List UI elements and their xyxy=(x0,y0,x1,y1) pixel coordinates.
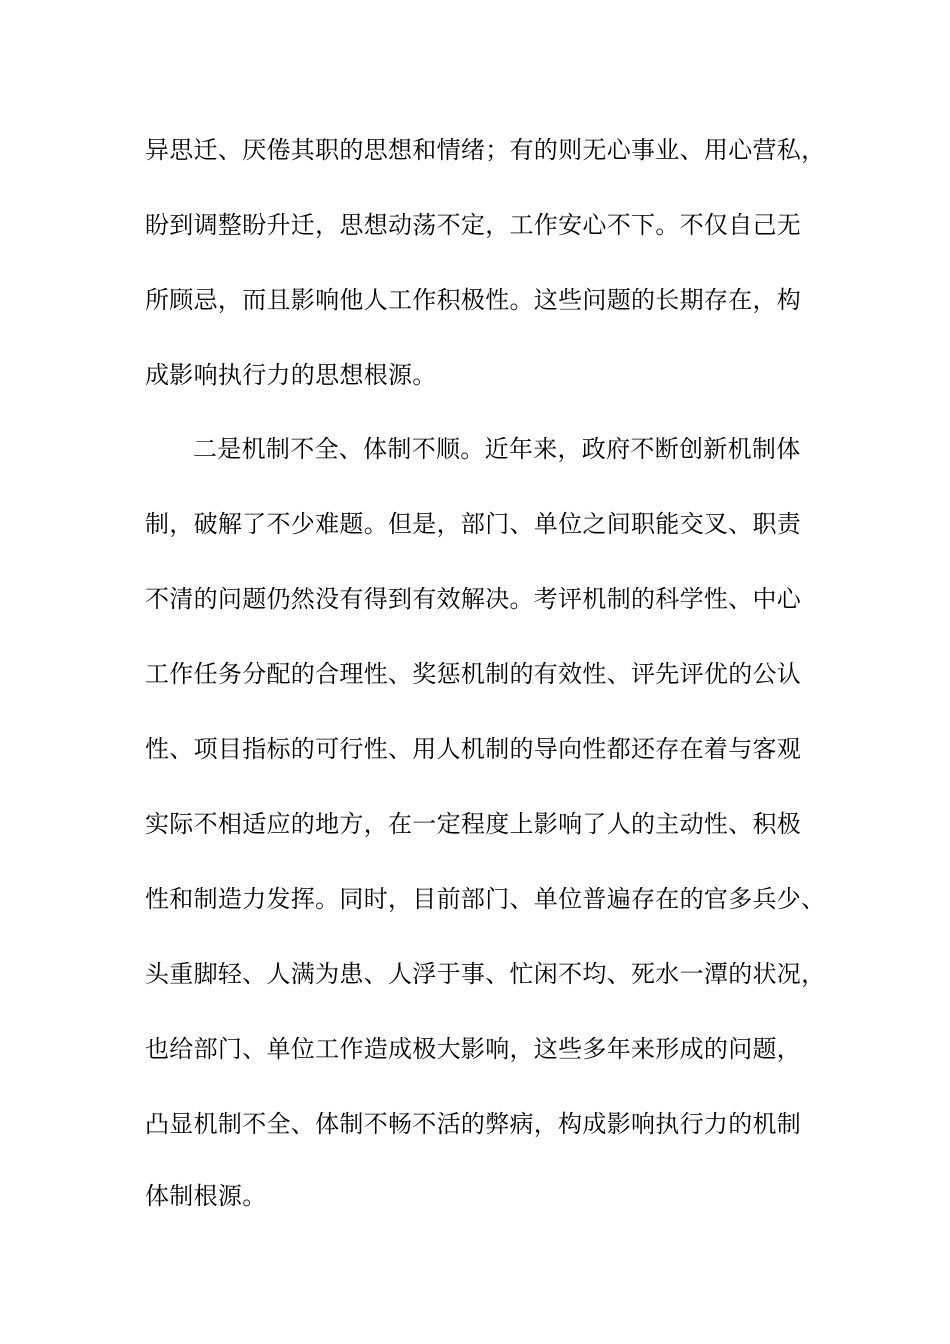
text-line: 头重脚轻、人满为患、人浮于事、忙闲不均、死水一潭的状况， xyxy=(145,960,826,988)
text-line: 性和制造力发挥。同时，目前部门、单位普遍存在的官多兵少、 xyxy=(145,885,826,913)
text-line: 性、项目指标的可行性、用人机制的导向性都还存在着与客观 xyxy=(145,735,802,763)
text-line: 体制根源。 xyxy=(145,1182,267,1210)
text-line: 制，破解了不少难题。但是，部门、单位之间职能交叉、职责 xyxy=(145,510,802,538)
text-line: 盼到调整盼升迁，思想动荡不定，工作安心不下。不仅自己无 xyxy=(145,211,802,239)
text-line: 所顾忌，而且影响他人工作积极性。这些问题的长期存在，构 xyxy=(145,286,802,314)
text-line: 也给部门、单位工作造成极大影响，这些多年来形成的问题， xyxy=(145,1035,802,1063)
text-line: 异思迁、厌倦其职的思想和情绪；有的则无心事业、用心营私， xyxy=(145,136,826,164)
text-line: 工作任务分配的合理性、奖惩机制的有效性、评先评优的公认 xyxy=(145,660,802,688)
paragraph-first-line: 二是机制不全、体制不顺。近年来，政府不断创新机制体 xyxy=(193,435,801,463)
text-line: 不清的问题仍然没有得到有效解决。考评机制的科学性、中心 xyxy=(145,585,802,613)
text-line: 成影响执行力的思想根源。 xyxy=(145,361,437,389)
text-line: 实际不相适应的地方，在一定程度上影响了人的主动性、积极 xyxy=(145,810,802,838)
text-line: 凸显机制不全、体制不畅不活的弊病，构成影响执行力的机制 xyxy=(145,1110,802,1138)
